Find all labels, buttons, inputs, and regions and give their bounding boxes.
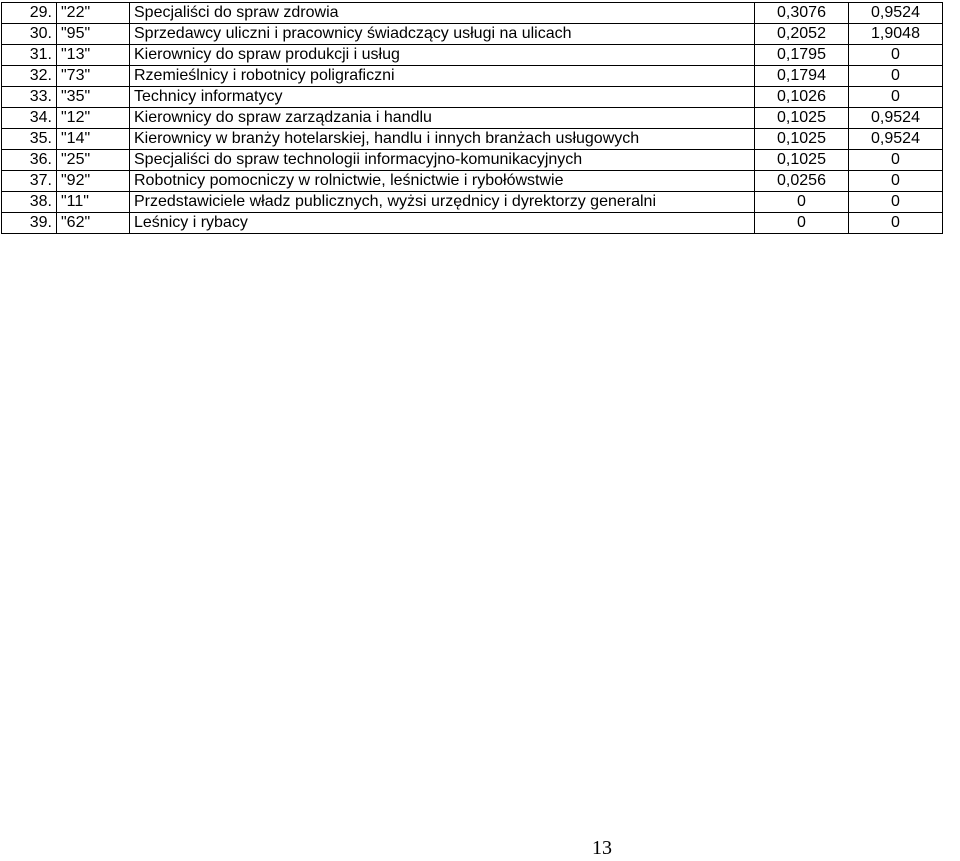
value-1-cell: 0 xyxy=(755,213,849,234)
table-row xyxy=(2,213,943,234)
table-row xyxy=(2,45,943,66)
row-number-cell: 36. xyxy=(2,150,57,171)
occupation-code-cell: "22" xyxy=(57,3,130,24)
occupation-code-cell: "11" xyxy=(57,192,130,213)
value-2-cell: 0,9524 xyxy=(849,108,943,129)
value-2-cell: 0 xyxy=(849,213,943,234)
table-row xyxy=(2,87,943,108)
value-1-cell: 0,1025 xyxy=(755,108,849,129)
value-1-cell: 0,1794 xyxy=(755,66,849,87)
value-2-cell: 0,9524 xyxy=(849,3,943,24)
row-number-cell: 30. xyxy=(2,24,57,45)
occupation-name-cell: Rzemieślnicy i robotnicy poligraficzni xyxy=(130,66,755,87)
table-row xyxy=(2,66,943,87)
occupation-name-cell: Leśnicy i rybacy xyxy=(130,213,755,234)
table-row xyxy=(2,108,943,129)
value-2-cell: 0 xyxy=(849,66,943,87)
occupation-code-cell: "73" xyxy=(57,66,130,87)
row-number-cell: 32. xyxy=(2,66,57,87)
occupation-name-cell: Specjaliści do spraw zdrowia xyxy=(130,3,755,24)
occupation-name-cell: Specjaliści do spraw technologii informacyjno-komunikacyjnych xyxy=(130,150,755,171)
value-2-cell: 0,9524 xyxy=(849,129,943,150)
occupation-name-cell: Robotnicy pomocniczy w rolnictwie, leśnictwie i rybołówstwie xyxy=(130,171,755,192)
value-2-cell: 1,9048 xyxy=(849,24,943,45)
occupation-name-cell: Technicy informatycy xyxy=(130,87,755,108)
table-row xyxy=(2,150,943,171)
occupation-code-cell: "13" xyxy=(57,45,130,66)
occupation-code-cell: "62" xyxy=(57,213,130,234)
value-1-cell: 0,1026 xyxy=(755,87,849,108)
occupation-code-cell: "12" xyxy=(57,108,130,129)
occupation-name-cell: Kierownicy do spraw produkcji i usług xyxy=(130,45,755,66)
row-number-cell: 34. xyxy=(2,108,57,129)
value-1-cell: 0,2052 xyxy=(755,24,849,45)
occupation-table xyxy=(1,2,943,234)
table-row xyxy=(2,192,943,213)
row-number-cell: 35. xyxy=(2,129,57,150)
value-2-cell: 0 xyxy=(849,87,943,108)
occupation-code-cell: "35" xyxy=(57,87,130,108)
table-row xyxy=(2,3,943,24)
value-2-cell: 0 xyxy=(849,45,943,66)
value-1-cell: 0,3076 xyxy=(755,3,849,24)
page-number: 13 xyxy=(592,837,612,859)
value-1-cell: 0,0256 xyxy=(755,171,849,192)
value-1-cell: 0,1025 xyxy=(755,150,849,171)
value-1-cell: 0 xyxy=(755,192,849,213)
occupation-name-cell: Sprzedawcy uliczni i pracownicy świadczący usługi na ulicach xyxy=(130,24,755,45)
occupation-name-cell: Przedstawiciele władz publicznych, wyżsi urzędnicy i dyrektorzy generalni xyxy=(130,192,755,213)
occupation-name-cell: Kierownicy do spraw zarządzania i handlu xyxy=(130,108,755,129)
table-row xyxy=(2,24,943,45)
occupation-table-body xyxy=(2,3,943,234)
occupation-code-cell: "95" xyxy=(57,24,130,45)
row-number-cell: 37. xyxy=(2,171,57,192)
value-2-cell: 0 xyxy=(849,150,943,171)
occupation-code-cell: "92" xyxy=(57,171,130,192)
row-number-cell: 33. xyxy=(2,87,57,108)
table-row xyxy=(2,171,943,192)
occupation-name-cell: Kierownicy w branży hotelarskiej, handlu i innych branżach usługowych xyxy=(130,129,755,150)
row-number-cell: 38. xyxy=(2,192,57,213)
row-number-cell: 29. xyxy=(2,3,57,24)
value-1-cell: 0,1025 xyxy=(755,129,849,150)
occupation-code-cell: "25" xyxy=(57,150,130,171)
occupation-code-cell: "14" xyxy=(57,129,130,150)
value-1-cell: 0,1795 xyxy=(755,45,849,66)
value-2-cell: 0 xyxy=(849,192,943,213)
value-2-cell: 0 xyxy=(849,171,943,192)
row-number-cell: 39. xyxy=(2,213,57,234)
table-row xyxy=(2,129,943,150)
row-number-cell: 31. xyxy=(2,45,57,66)
